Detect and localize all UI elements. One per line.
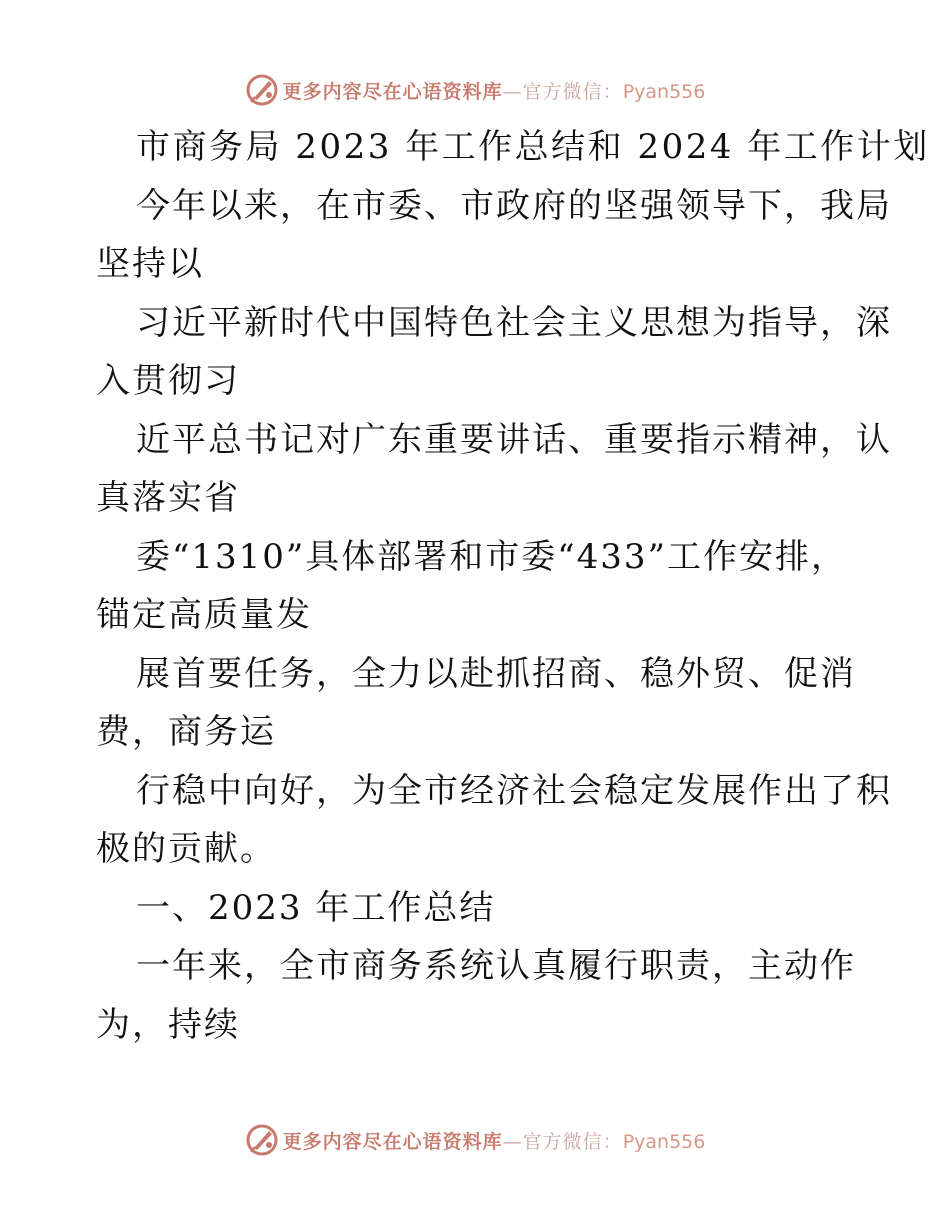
text-line: 展首要任务，全力以赴抓招商、稳外贸、促消 [136,653,856,694]
quill-logo-icon [245,73,279,107]
watermark-brand: 更多内容尽在心语资料库 [282,80,503,103]
text-line: 今年以来，在市委、市政府的坚强领导下，我局 [136,185,892,226]
watermark-label: —官方微信： [502,1130,623,1153]
document-body [96,118,930,1054]
watermark-text [283,1127,706,1154]
text-line: 近平总书记对广东重要讲话、重要指示精神，认 [136,419,892,460]
document-title: 市商务局 2023 年工作总结和 2024 年工作计划 [136,127,930,167]
text-line: 入贯彻习 [96,361,240,401]
text-line: 习近平新时代中国特色社会主义思想为指导，深 [136,302,892,343]
text-line: 费，商务运 [96,712,276,752]
text-line: 一、2023 年工作总结 [136,887,496,928]
text-line: 坚持以 [96,244,204,284]
watermark-wechat-id: Pyan556 [622,1130,706,1153]
watermark-wechat-id: Pyan556 [622,80,706,103]
footer-watermark [0,1120,950,1160]
watermark-text [283,77,706,104]
watermark-label: —官方微信： [502,80,623,103]
text-line: 真落实省 [96,478,240,518]
header-watermark [0,70,950,110]
watermark-brand: 更多内容尽在心语资料库 [282,1130,503,1153]
text-line: 一年来，全市商务系统认真履行职责，主动作 [136,946,856,986]
text-line: 极的贡献。 [96,829,276,869]
text-line: 委“1310”具体部署和市委“433”工作安排， [136,536,847,577]
text-line: 行稳中向好，为全市经济社会稳定发展作出了积 [136,770,892,811]
quill-logo-icon [245,1123,279,1157]
text-line: 为，持续 [96,1004,240,1045]
text-line: 锚定高质量发 [96,595,312,635]
